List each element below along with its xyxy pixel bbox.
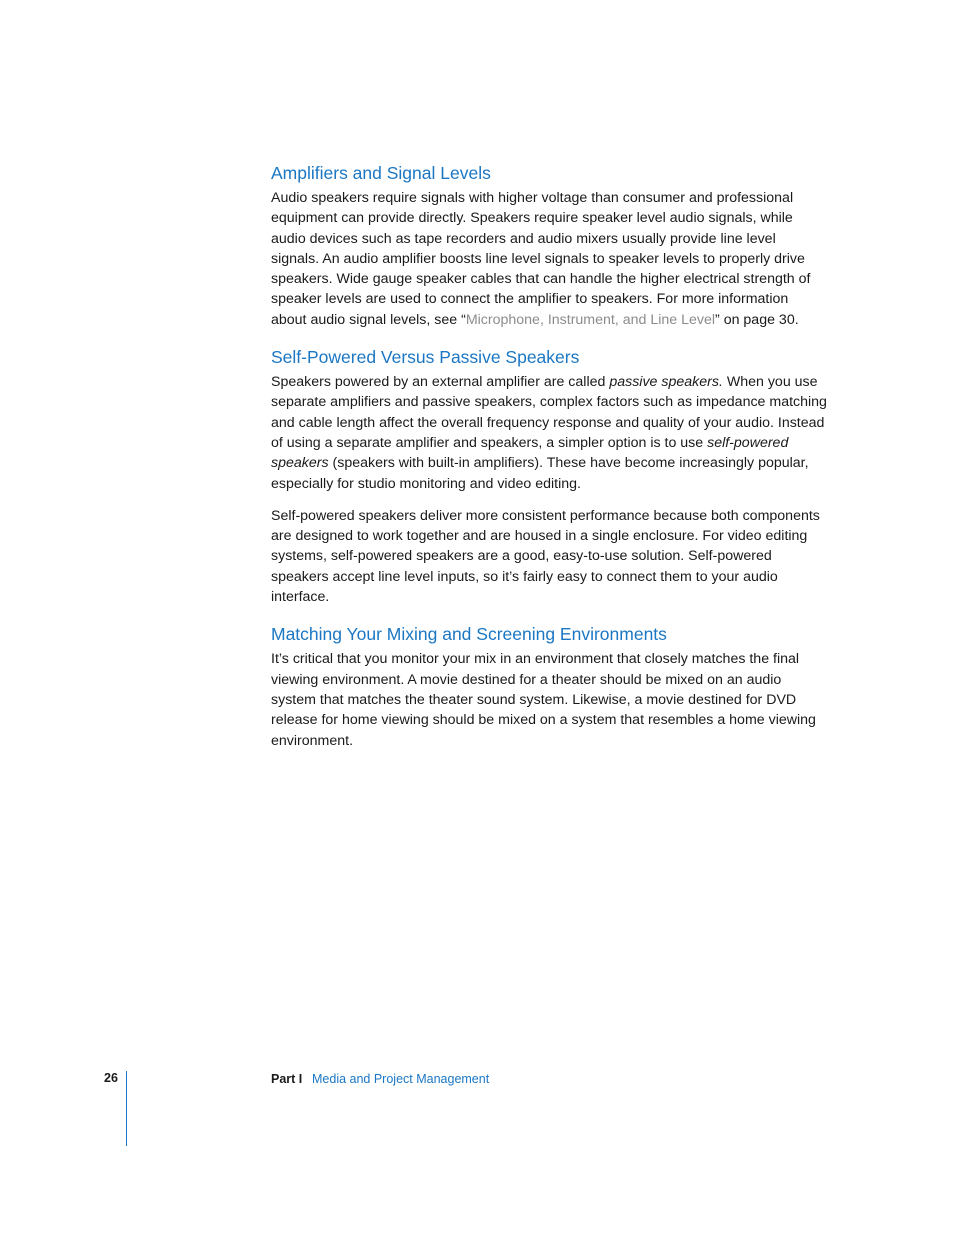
body-paragraph: Self-powered speakers deliver more consistent performance because both components are designed to work together and are housed in a single enclosure. For video editing systems, self-powered speakers are a good, easy-to-use solution. Self-powered speakers accept line level inputs, so it’s fairly easy to connect them to your audio interface. [271, 507, 820, 606]
paragraph-text: ” on page 30. [715, 311, 799, 328]
page-content [271, 160, 827, 751]
section-matching-environments [271, 621, 827, 750]
paragraph-text: Speakers powered by an external amplifier are called [271, 374, 610, 391]
footer-divider [126, 1071, 127, 1146]
emphasized-term: passive speakers. [609, 374, 723, 391]
cross-reference-link[interactable]: Microphone, Instrument, and Line Level [465, 311, 716, 328]
section-self-powered [271, 344, 827, 607]
body-paragraph [271, 372, 827, 494]
paragraph-text: (speakers with built-in amplifiers). These have become increasingly popular, especially for studio monitoring and video editing. [271, 455, 809, 492]
footer-part-label: Part I [271, 1072, 303, 1086]
paragraph-text: Audio speakers require signals with higher voltage than consumer and professional equipment can provide directly. Speakers require speaker level audio signals, while audio devices such as tape recorders and audio mixers usually provide line level signals. An audio amplifier boosts line level signals to speaker levels to properly drive speakers. Wide gauge speaker cables that can handle the higher electrical strength of speaker levels are used to connect the amplifier to speakers. For more information about audio signal levels, see “ [271, 190, 811, 328]
page-number: 26 [104, 1071, 118, 1085]
body-paragraph: It’s critical that you monitor your mix in an environment that closely matches the final viewing environment. A movie destined for a theater should be mixed on an audio system that matches the theater sound system. Likewise, a movie destined for DVD release for home viewing should be mixed on a system that resembles a home viewing environment. [271, 651, 816, 749]
footer-chapter-title: Media and Project Management [312, 1072, 490, 1086]
section-heading: Amplifiers and Signal Levels [271, 163, 491, 183]
body-paragraph [271, 188, 827, 330]
paragraph-text: When you use separate amplifiers and passive speakers, complex factors such as impedance matching and cable length affect the overall frequency response and quality of your audio. Instead of using a separate amplifier and speakers, a simpler option is to use [271, 374, 827, 451]
section-amplifiers [271, 160, 827, 330]
section-heading: Self-Powered Versus Passive Speakers [271, 347, 580, 368]
section-heading: Matching Your Mixing and Screening Environments [271, 624, 667, 645]
emphasized-term: self-powered speakers [271, 434, 789, 472]
